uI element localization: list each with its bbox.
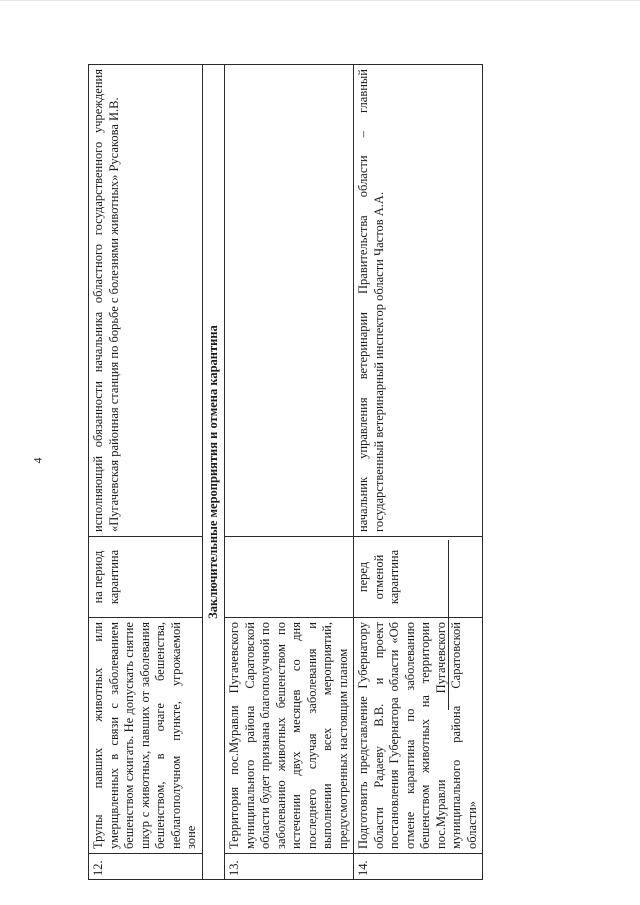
- table-row: [354, 65, 483, 880]
- measure-cell: Подготовить представление Губернатору области Радаеву В.В. и проект постановления Губернатора области «Об отмене карантина по заболеванию бешенством животных на территории пос.Муравли Пугачевского муниципального района Саратовской области»: [354, 618, 483, 854]
- page-edge: [0, 0, 640, 1]
- separator-line: [448, 540, 449, 710]
- table-row: [225, 65, 354, 880]
- responsible-cell: [225, 65, 354, 537]
- measure-cell: Трупы павших животных или умерщвленных в связи с заболеванием бешенством сжигать. Не допускать снятие шкур с животных, павших от заболевания бешенством, в очаге бешенства, неблагополучном пункте, угрожаемой зоне: [89, 618, 203, 854]
- deadline-cell: [225, 537, 354, 618]
- section-title: Заключительные мероприятия и отмена карантина: [202, 65, 225, 880]
- row-number: 12.: [89, 854, 203, 880]
- deadline-cell: перед отменой карантина: [354, 537, 483, 618]
- rotated-table-container: [88, 64, 479, 880]
- responsible-cell: исполняющий обязанности начальника областного государственного учреждения «Пугачевская районная станция по борьбе с болезнями животных» Русакова И.В.: [89, 65, 203, 537]
- page-number: 4: [30, 457, 45, 464]
- section-header-row: [202, 65, 225, 880]
- deadline-cell: на период карантина: [89, 537, 203, 618]
- measure-cell: Территория пос.Муравли Пугачевского муниципального района Саратовской области будет признана благополучной по заболеванию животных бешенством по истечении двух месяцев со дня последнего случая заболевания и выполнении всех мероприятий, предусмотренных настоящим планом: [225, 618, 354, 854]
- table-row: [89, 65, 203, 880]
- row-number: 13.: [225, 854, 354, 880]
- responsible-cell: начальник управления ветеринарии Правительства области – главный государственный ветеринарный инспектор области Частов А.А.: [354, 65, 483, 537]
- plan-table: [88, 64, 483, 880]
- row-number: 14.: [354, 854, 483, 880]
